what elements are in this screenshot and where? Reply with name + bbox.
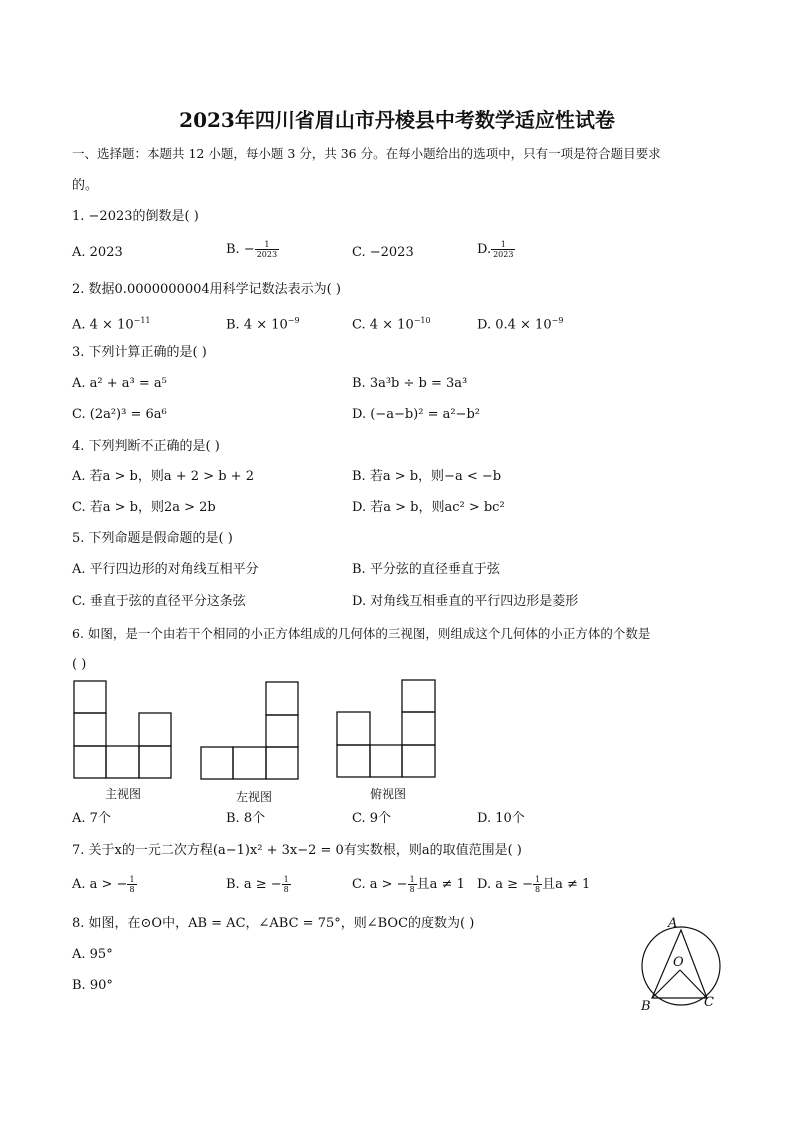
q7-option-b: B. a ≥ − $\frac{1}{8}$: [226, 875, 289, 894]
q3-stem: 3. 下列计算正确的是( ): [72, 345, 207, 360]
q1-option-a: A. 2023: [72, 245, 123, 260]
q2-option-a: A. $4 \times 10^{-11}$: [72, 316, 151, 333]
q8-option-b: B. 90°: [72, 978, 113, 993]
q4-option-d: D. 若a > b，则ac² > bc²: [352, 500, 505, 515]
q1-option-b: B. − $\frac{1}{2023}$: [226, 240, 278, 259]
top-view: [337, 680, 435, 777]
top-view-label: 俯视图: [370, 787, 407, 801]
q8-option-a: A. 95°: [72, 947, 113, 962]
q4-option-b: B. 若a > b，则−a < −b: [352, 469, 502, 484]
left-view: [201, 682, 298, 779]
q7-option-a: A. a > − $\frac{1}{8}$: [72, 875, 135, 894]
q6-option-c: C. 9个: [352, 811, 392, 826]
q2-stem: 2. 数据0.0000000004用科学记数法表示为( ): [72, 282, 341, 297]
q2-option-c: C. $4 \times 10^{-10}$: [352, 316, 431, 333]
q7-stem: 7. 关于x的一元二次方程(a−1)x² + 3x−2 = 0有实数根，则a的取值范围是( ): [72, 843, 522, 858]
page-title: 2023年四川省眉山市丹棱县中考数学适应性试卷: [179, 108, 615, 132]
q5-option-c: C. 垂直于弦的直径平分这条弦: [72, 594, 246, 609]
front-view-label: 主视图: [105, 787, 142, 801]
q6-option-d: D. 10个: [477, 811, 525, 826]
q1-stem: 1. −2023的倒数是( ): [72, 209, 199, 224]
front-view: [74, 681, 171, 778]
q3-option-d: D. (−a−b)² = a²−b²: [352, 407, 480, 422]
q3-option-c: C. (2a²)³ = 6a⁶: [72, 407, 167, 422]
q2-option-b: B. $4 \times 10^{-9}$: [226, 316, 300, 333]
q4-option-c: C. 若a > b，则2a > 2b: [72, 500, 216, 515]
q8-stem: 8. 如图，在⊙O中，AB = AC，∠ABC = 75°，则∠BOC的度数为( ): [72, 916, 475, 931]
segment-oc: [680, 970, 707, 998]
q4-stem: 4. 下列判断不正确的是( ): [72, 439, 220, 454]
q6-stem: 6. 如图，是一个由若干个相同的小正方体组成的几何体的三视图，则组成这个几何体的小正方体的个数是: [72, 626, 651, 641]
q5-stem: 5. 下列命题是假命题的是( ): [72, 531, 233, 546]
label-c: C: [704, 995, 714, 1010]
q5-option-b: B. 平分弦的直径垂直于弦: [352, 562, 500, 577]
q7-option-c: C. a > − $\frac{1}{8}$ 且a ≠ 1: [352, 875, 465, 894]
q6-option-b: B. 8个: [226, 811, 266, 826]
label-b: B: [641, 999, 651, 1014]
segment-ob: [652, 970, 680, 998]
q6-option-a: A. 7个: [72, 811, 111, 826]
q7-option-d: D. a ≥ − $\frac{1}{8}$ 且a ≠ 1: [477, 875, 591, 894]
q1-option-c: C. −2023: [352, 245, 414, 260]
q6-stem-cont: ( ): [72, 657, 87, 672]
section-heading-cont: 的。: [72, 178, 99, 193]
q5-option-a: A. 平行四边形的对角线互相平分: [72, 562, 259, 577]
q3-option-b: B. 3a³b ÷ b = 3a³: [352, 376, 468, 391]
label-a: A: [668, 916, 678, 931]
q4-option-a: A. 若a > b，则a + 2 > b + 2: [72, 469, 254, 484]
label-o: O: [673, 955, 684, 970]
q1-option-d: D. $\frac{1}{2023}$: [477, 240, 514, 259]
section-heading: 一、选择题：本题共 12 小题，每小题 3 分，共 36 分。在每小题给出的选项中，只有一项是符合题目要求: [72, 146, 661, 161]
q3-option-a: A. a² + a³ = a⁵: [72, 376, 167, 391]
q2-option-d: D. $0.4 \times 10^{-9}$: [477, 316, 564, 333]
left-view-label: 左视图: [236, 790, 273, 804]
q5-option-d: D. 对角线互相垂直的平行四边形是菱形: [352, 594, 579, 609]
